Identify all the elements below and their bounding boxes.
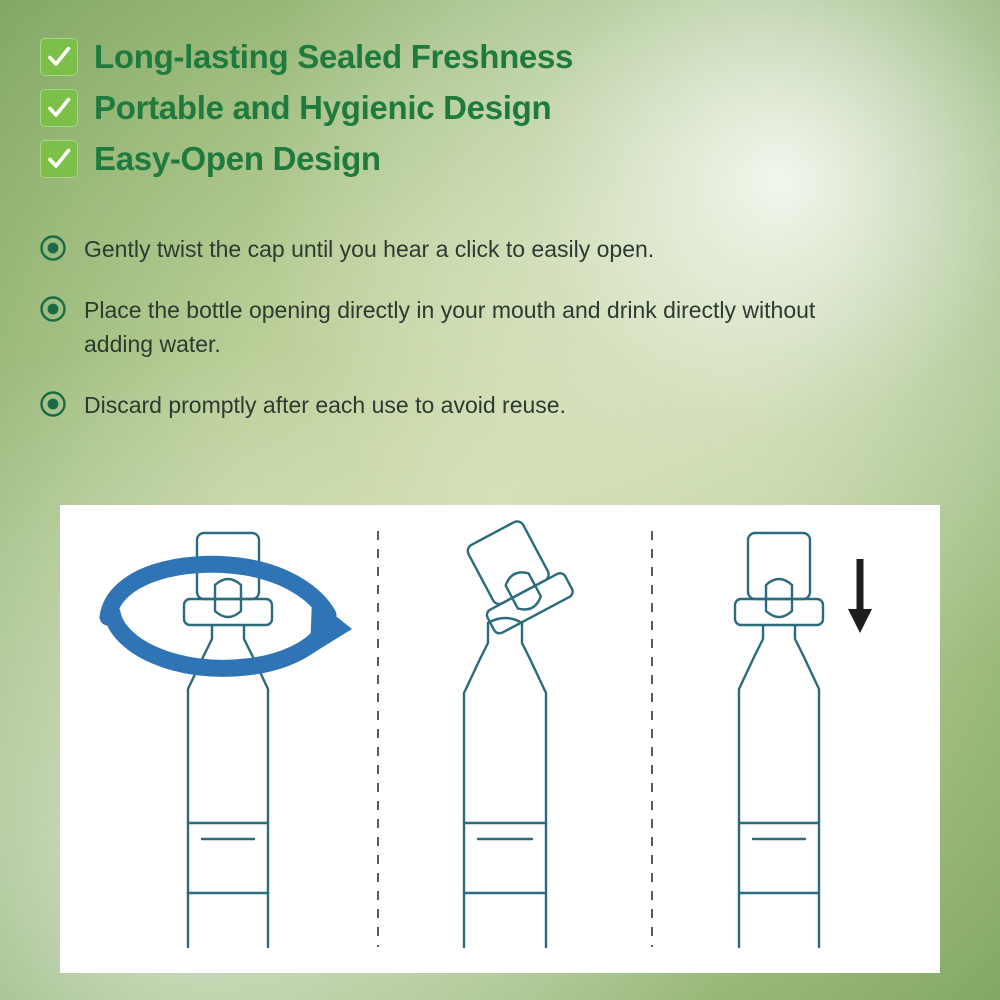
radio-bullet-icon: [40, 391, 66, 417]
feature-item: [40, 38, 940, 76]
feature-list: [40, 38, 940, 191]
feature-label: Portable and Hygienic Design: [94, 88, 552, 126]
feature-item: [40, 140, 940, 178]
radio-bullet-icon: [40, 296, 66, 322]
instruction-item: [40, 293, 870, 362]
remove-cap-step: [454, 513, 575, 947]
feature-label: Long-lasting Sealed Freshness: [94, 37, 574, 75]
instruction-item: [40, 232, 870, 267]
down-arrow-icon: [848, 559, 872, 633]
twist-cap-step: [184, 533, 272, 947]
feature-label: Easy-Open Design: [94, 139, 381, 177]
instruction-text: Gently twist the cap until you hear a click to easily open.: [84, 236, 655, 262]
radio-bullet-icon: [40, 235, 66, 261]
press-down-step: [735, 533, 823, 947]
check-icon: [40, 38, 78, 76]
instruction-text: Place the bottle opening directly in your mouth and drink directly without adding water.: [84, 296, 816, 357]
feature-item: [40, 89, 940, 127]
instruction-list: [40, 232, 870, 448]
check-icon: [40, 140, 78, 178]
instruction-text: Discard promptly after each use to avoid reuse.: [84, 391, 566, 418]
instruction-item: [40, 388, 870, 423]
check-icon: [40, 89, 78, 127]
illustration-panel: [60, 505, 940, 973]
